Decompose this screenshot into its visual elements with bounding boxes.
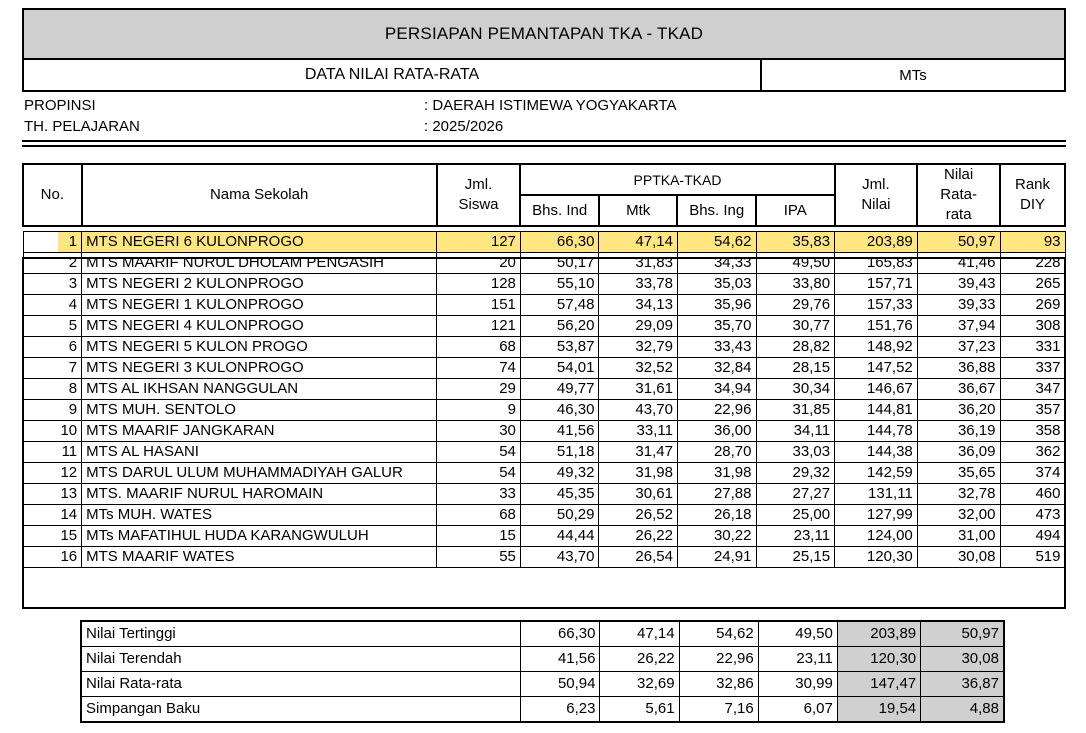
cell-total: 203,89 (835, 231, 918, 252)
cell-bhs-ind: 50,17 (520, 252, 599, 273)
col-header-total-line1: Jml. (862, 176, 890, 193)
col-header-rank-line2: DIY (1019, 196, 1045, 213)
cell-bhs-ing: 54,62 (677, 231, 756, 252)
summary-ipa: 49,50 (758, 621, 837, 647)
cell-total: 142,59 (835, 462, 918, 483)
cell-bhs-ing: 28,70 (677, 441, 756, 462)
col-header-students (437, 164, 521, 226)
cell-bhs-ind: 66,30 (520, 231, 599, 252)
cell-students: 151 (437, 294, 521, 315)
cell-students: 54 (437, 441, 521, 462)
cell-rank: 473 (1000, 504, 1065, 525)
col-header-no: No. (23, 164, 82, 226)
cell-average: 36,67 (917, 378, 1000, 399)
cell-rank: 357 (1000, 399, 1065, 420)
cell-average: 36,88 (917, 357, 1000, 378)
summary-total: 19,54 (837, 697, 920, 723)
col-header-total-line2: Nilai (861, 196, 891, 213)
cell-rank: 460 (1000, 483, 1065, 504)
scores-table-wrap (22, 163, 1066, 568)
table-row[interactable] (23, 294, 1065, 315)
summary-label: Nilai Rata-rata (81, 672, 521, 697)
cell-bhs-ind: 53,87 (520, 336, 599, 357)
summary-mtk: 5,61 (600, 697, 679, 723)
table-row[interactable] (23, 483, 1065, 504)
col-header-school: Nama Sekolah (82, 164, 437, 226)
cell-school: MTs MAFATIHUL HUDA KARANGWULUH (82, 525, 437, 546)
cell-average: 41,46 (917, 252, 1000, 273)
cell-rank: 331 (1000, 336, 1065, 357)
cell-ipa: 35,83 (756, 231, 835, 252)
table-row[interactable] (23, 525, 1065, 546)
cell-bhs-ind: 50,29 (520, 504, 599, 525)
summary-table (80, 620, 1005, 723)
summary-table-body (81, 621, 1004, 722)
cell-total: 148,92 (835, 336, 918, 357)
cell-ipa: 27,27 (756, 483, 835, 504)
cell-bhs-ind: 55,10 (520, 273, 599, 294)
cell-students: 121 (437, 315, 521, 336)
summary-bhs-ind: 41,56 (521, 647, 600, 672)
cell-average: 32,00 (917, 504, 1000, 525)
col-header-average-line3: rata (945, 206, 972, 223)
cell-average: 31,00 (917, 525, 1000, 546)
cell-total: 146,67 (835, 378, 918, 399)
cell-school: MTS MUH. SENTOLO (82, 399, 437, 420)
cell-bhs-ing: 34,33 (677, 252, 756, 273)
cell-students: 33 (437, 483, 521, 504)
cell-no: 2 (23, 252, 82, 273)
summary-ipa: 23,11 (758, 647, 837, 672)
cell-ipa: 34,11 (756, 420, 835, 441)
cell-mtk: 47,14 (599, 231, 678, 252)
summary-row (81, 697, 1004, 723)
cell-mtk: 32,52 (599, 357, 678, 378)
cell-total: 144,81 (835, 399, 918, 420)
cell-ipa: 30,34 (756, 378, 835, 399)
cell-rank: 362 (1000, 441, 1065, 462)
col-header-average-line2: Rata- (940, 186, 977, 203)
cell-school: MTS AL IKHSAN NANGGULAN (82, 378, 437, 399)
table-row[interactable] (23, 273, 1065, 294)
cell-bhs-ing: 36,00 (677, 420, 756, 441)
table-row[interactable] (23, 378, 1065, 399)
table-row[interactable] (23, 315, 1065, 336)
cell-students: 74 (437, 357, 521, 378)
cell-total: 157,71 (835, 273, 918, 294)
cell-no: 8 (23, 378, 82, 399)
cell-bhs-ing: 24,91 (677, 546, 756, 567)
cell-no: 16 (23, 546, 82, 567)
cell-average: 32,78 (917, 483, 1000, 504)
summary-total: 120,30 (837, 647, 920, 672)
cell-rank: 519 (1000, 546, 1065, 567)
cell-mtk: 34,13 (599, 294, 678, 315)
table-row[interactable] (23, 252, 1065, 273)
summary-mtk: 26,22 (600, 647, 679, 672)
cell-school: MTS NEGERI 4 KULONPROGO (82, 315, 437, 336)
cell-students: 68 (437, 504, 521, 525)
cell-rank: 265 (1000, 273, 1065, 294)
cell-ipa: 25,00 (756, 504, 835, 525)
school-year-value: : 2025/2026 (424, 118, 504, 135)
cell-ipa: 29,76 (756, 294, 835, 315)
cell-bhs-ing: 30,22 (677, 525, 756, 546)
cell-school: MTs MUH. WATES (82, 504, 437, 525)
cell-total: 127,99 (835, 504, 918, 525)
scores-table-head (23, 164, 1065, 226)
cell-no: 7 (23, 357, 82, 378)
cell-rank: 93 (1000, 231, 1065, 252)
province-value: : DAERAH ISTIMEWA YOGYAKARTA (424, 97, 677, 114)
cell-no: 12 (23, 462, 82, 483)
cell-rank: 308 (1000, 315, 1065, 336)
cell-students: 20 (437, 252, 521, 273)
summary-ipa: 30,99 (758, 672, 837, 697)
cell-bhs-ing: 31,98 (677, 462, 756, 483)
cell-school: MTS MAARIF JANGKARAN (82, 420, 437, 441)
cell-ipa: 31,85 (756, 399, 835, 420)
cell-ipa: 33,03 (756, 441, 835, 462)
summary-mtk: 32,69 (600, 672, 679, 697)
cell-average: 50,97 (917, 231, 1000, 252)
summary-bhs-ing: 54,62 (679, 621, 758, 647)
cell-bhs-ing: 27,88 (677, 483, 756, 504)
cell-school: MTS NEGERI 5 KULON PROGO (82, 336, 437, 357)
cell-rank: 337 (1000, 357, 1065, 378)
summary-label: Nilai Terendah (81, 647, 521, 672)
cell-rank: 347 (1000, 378, 1065, 399)
cell-total: 157,33 (835, 294, 918, 315)
cell-bhs-ing: 35,96 (677, 294, 756, 315)
cell-bhs-ind: 49,77 (520, 378, 599, 399)
summary-label: Simpangan Baku (81, 697, 521, 723)
cell-school: MTS NEGERI 3 KULONPROGO (82, 357, 437, 378)
report-meta (24, 95, 1064, 137)
cell-school: MTS MAARIF NURUL DHOLAM PENGASIH (82, 252, 437, 273)
table-row[interactable] (23, 231, 1065, 252)
cell-no-value: 1 (24, 232, 82, 252)
cell-ipa: 23,11 (756, 525, 835, 546)
cell-bhs-ind: 43,70 (520, 546, 599, 567)
cell-no: 14 (23, 504, 82, 525)
cell-students: 128 (437, 273, 521, 294)
cell-mtk: 31,61 (599, 378, 678, 399)
report-header (22, 8, 1066, 92)
summary-total: 203,89 (837, 621, 920, 647)
cell-students: 54 (437, 462, 521, 483)
cell-students: 29 (437, 378, 521, 399)
col-header-average-line1: Nilai (944, 166, 974, 183)
col-header-students-line1: Jml. (464, 176, 493, 193)
summary-row (81, 672, 1004, 697)
cell-rank: 494 (1000, 525, 1065, 546)
summary-label: Nilai Tertinggi (81, 621, 521, 647)
cell-total: 124,00 (835, 525, 918, 546)
scores-table-body (23, 231, 1065, 567)
cell-no: 15 (23, 525, 82, 546)
cell-mtk: 29,09 (599, 315, 678, 336)
summary-average: 4,88 (921, 697, 1004, 723)
meta-row-year (24, 116, 1064, 137)
cell-total: 147,52 (835, 357, 918, 378)
subtitle-row (22, 60, 1066, 92)
cell-students: 30 (437, 420, 521, 441)
summary-average: 30,08 (921, 647, 1004, 672)
meta-row-province (24, 95, 1064, 116)
cell-ipa: 28,15 (756, 357, 835, 378)
summary-bhs-ind: 50,94 (521, 672, 600, 697)
cell-average: 39,43 (917, 273, 1000, 294)
summary-table-wrap (80, 620, 1005, 723)
cell-ipa: 28,82 (756, 336, 835, 357)
cell-mtk: 33,11 (599, 420, 678, 441)
summary-mtk: 47,14 (600, 621, 679, 647)
cell-students: 9 (437, 399, 521, 420)
cell-bhs-ing: 26,18 (677, 504, 756, 525)
table-row[interactable] (23, 420, 1065, 441)
cell-mtk: 26,54 (599, 546, 678, 567)
cell-total: 144,78 (835, 420, 918, 441)
cell-school: MTS MAARIF WATES (82, 546, 437, 567)
cell-students: 127 (437, 231, 521, 252)
col-header-ipa: IPA (756, 195, 835, 226)
cell-ipa: 49,50 (756, 252, 835, 273)
cell-rank: 358 (1000, 420, 1065, 441)
cell-bhs-ing: 32,84 (677, 357, 756, 378)
col-header-rank (1000, 164, 1065, 226)
col-header-average (917, 164, 1000, 226)
cell-rank: 374 (1000, 462, 1065, 483)
summary-row (81, 621, 1004, 647)
cell-average: 39,33 (917, 294, 1000, 315)
summary-average: 36,87 (921, 672, 1004, 697)
province-label: PROPINSI (24, 97, 96, 114)
cell-average: 36,19 (917, 420, 1000, 441)
cell-school: MTS DARUL ULUM MUHAMMADIYAH GALUR (82, 462, 437, 483)
cell-mtk: 43,70 (599, 399, 678, 420)
col-header-rank-line1: Rank (1014, 176, 1051, 193)
cell-total: 165,83 (835, 252, 918, 273)
cell-mtk: 31,98 (599, 462, 678, 483)
cell-no: 13 (23, 483, 82, 504)
cell-bhs-ing: 35,03 (677, 273, 756, 294)
col-header-students-line2: Siswa (458, 196, 499, 213)
cell-bhs-ing: 34,94 (677, 378, 756, 399)
table-row[interactable] (23, 441, 1065, 462)
cell-bhs-ind: 44,44 (520, 525, 599, 546)
table-row[interactable] (23, 336, 1065, 357)
cell-no: 3 (23, 273, 82, 294)
table-row[interactable] (23, 399, 1065, 420)
school-year-label: TH. PELAJARAN (24, 118, 140, 135)
cell-mtk: 26,52 (599, 504, 678, 525)
cell-bhs-ing: 35,70 (677, 315, 756, 336)
cell-bhs-ind: 54,01 (520, 357, 599, 378)
cell-bhs-ind: 56,20 (520, 315, 599, 336)
cell-school: MTS AL HASANI (82, 441, 437, 462)
cell-no (23, 231, 82, 252)
cell-total: 151,76 (835, 315, 918, 336)
summary-row (81, 647, 1004, 672)
table-row[interactable] (23, 357, 1065, 378)
col-header-group-pptka: PPTKA-TKAD (520, 164, 834, 195)
cell-total: 144,38 (835, 441, 918, 462)
summary-bhs-ing: 22,96 (679, 647, 758, 672)
cell-school: MTS NEGERI 1 KULONPROGO (82, 294, 437, 315)
subtitle-text: DATA NILAI RATA-RATA (24, 60, 762, 90)
col-header-mtk: Mtk (599, 195, 678, 226)
cell-rank: 269 (1000, 294, 1065, 315)
cell-average: 37,23 (917, 336, 1000, 357)
summary-bhs-ind: 66,30 (521, 621, 600, 647)
cell-average: 36,20 (917, 399, 1000, 420)
school-level-label: MTs (899, 66, 927, 84)
cell-ipa: 33,80 (756, 273, 835, 294)
cell-no: 4 (23, 294, 82, 315)
cell-school: MTS. MAARIF NURUL HAROMAIN (82, 483, 437, 504)
cell-school: MTS NEGERI 6 KULONPROGO (82, 231, 437, 252)
cell-no: 11 (23, 441, 82, 462)
col-header-total (835, 164, 918, 226)
cell-bhs-ind: 51,18 (520, 441, 599, 462)
cell-mtk: 32,79 (599, 336, 678, 357)
cell-school: MTS NEGERI 2 KULONPROGO (82, 273, 437, 294)
cell-bhs-ing: 22,96 (677, 399, 756, 420)
summary-bhs-ing: 32,86 (679, 672, 758, 697)
col-header-bhs-ing: Bhs. Ing (677, 195, 756, 226)
cell-bhs-ind: 46,30 (520, 399, 599, 420)
cell-mtk: 33,78 (599, 273, 678, 294)
cell-total: 120,30 (835, 546, 918, 567)
cell-mtk: 31,83 (599, 252, 678, 273)
cell-total: 131,11 (835, 483, 918, 504)
cell-no: 9 (23, 399, 82, 420)
table-row[interactable] (23, 546, 1065, 567)
cell-bhs-ind: 57,48 (520, 294, 599, 315)
cell-no: 6 (23, 336, 82, 357)
cell-average: 30,08 (917, 546, 1000, 567)
cell-bhs-ind: 49,32 (520, 462, 599, 483)
cell-rank: 228 (1000, 252, 1065, 273)
col-header-bhs-ind: Bhs. Ind (520, 195, 599, 226)
table-row[interactable] (23, 462, 1065, 483)
scores-table (22, 163, 1066, 568)
cell-average: 35,65 (917, 462, 1000, 483)
cell-ipa: 30,77 (756, 315, 835, 336)
summary-ipa: 6,07 (758, 697, 837, 723)
cell-no: 10 (23, 420, 82, 441)
cell-mtk: 31,47 (599, 441, 678, 462)
cell-mtk: 30,61 (599, 483, 678, 504)
section-divider (22, 140, 1066, 147)
summary-bhs-ind: 6,23 (521, 697, 600, 723)
cell-ipa: 29,32 (756, 462, 835, 483)
summary-bhs-ing: 7,16 (679, 697, 758, 723)
summary-total: 147,47 (837, 672, 920, 697)
page-title: PERSIAPAN PEMANTAPAN TKA - TKAD (22, 8, 1066, 60)
cell-average: 37,94 (917, 315, 1000, 336)
table-row[interactable] (23, 504, 1065, 525)
cell-bhs-ing: 33,43 (677, 336, 756, 357)
cell-mtk: 26,22 (599, 525, 678, 546)
cell-bhs-ind: 45,35 (520, 483, 599, 504)
cell-students: 55 (437, 546, 521, 567)
cell-bhs-ind: 41,56 (520, 420, 599, 441)
cell-students: 68 (437, 336, 521, 357)
summary-average: 50,97 (921, 621, 1004, 647)
cell-ipa: 25,15 (756, 546, 835, 567)
cell-students: 15 (437, 525, 521, 546)
cell-average: 36,09 (917, 441, 1000, 462)
cell-no: 5 (23, 315, 82, 336)
